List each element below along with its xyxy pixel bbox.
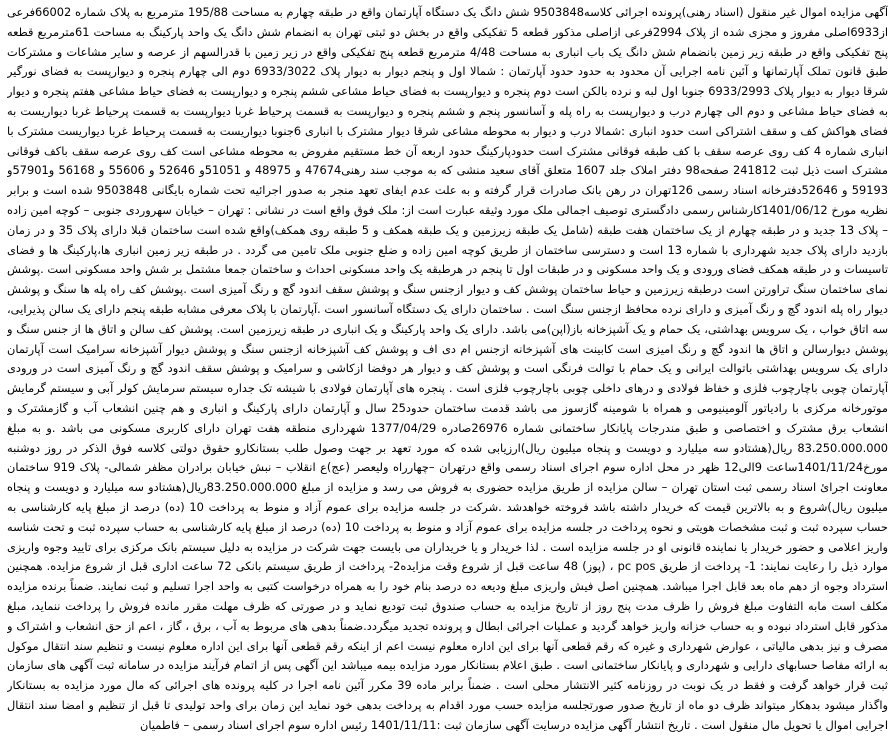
auction-notice-page [7, 3, 888, 747]
auction-notice-body: آگهی مزایده اموال غیر منقول (اسناد رهنی)پرونده اجرائی کلاسه9503848 شش دانگ یک دستگاه آپارتمان واقع در طبقه چهارم به مساحت 195/88 مترمربع به پلاک شماره 66002فرعی از6933اصلی مفروز و مجزی شده از پلاک 2994فرعی ازاصلی مذکور قطعه 5 تفکیکی واقع در بخش دو ثبتی تهران به انضمام شش دانگ یک واحد پارکینگ به مساحت 61مترمربع قطعه پنج تفکیکی واقع در طبقه زیر زمین بانضمام شش دانگ یک باب انباری به مساحت 4/48 مترمربع قطعه پنج تفکیکی واقع در زیر زمین با قدرالسهم از عرصه و سایر مشاعات و مشترکات طبق قانون تملک آپارتمانها و آئین نامه اجرایی آن محدود به حدود حدود آپارتمان : شمالا اول و پنجم دیوار به دیوار پلاک 6933/3022 دوم الی چهارم پنجره و دیوارپست به فضای نورگیر شرقا دیوار به دیوار پلاک 6933/2993 جنوبا اول لبه و نرده بالکن است دوم پنجره و دیوارپست به فضای حیاط مشاعی ششم پنجره و دیوارپست به فضای حیاط مشاعی هفتم پنجره و دیوار به فضای حیاط مشاعی و دوم الی چهارم درب و دیوارپست به راه پله و آسانسور پنجم و ششم پنجره و دیوارپست به قسمت پرحیاط غربا دیوارپست به قسمت پرحیاط غربا دیواریست به فضای هواکش کف و سقف اشتراکی است حدود انباری :شمالا درب و دیوار به محوطه مشاعی شرقا دیوار مشترک با انباری 6جنوبا دیواریست به قسمت پرحیاط غربا دیواریست مشترک با انباری شماره 4 کف روی عرصه سقف با کف طبقه فوقانی مشترک است حدودپارکینگ حدود اربعه آن خط مستقیم مفروض به محوطه مشاعی است کف روی عرصه سقف باکف فوقانی مشترک است ذیل ثبت 241812 صفحه98 دفتر املاک جلد 1607 متعلق آقای سعید منشی که به موجب سند رهنی47674 و 48975 و 51051و 52646 و 55606 و 56168 و57901و 59193 و 52646دفترخانه اسناد رسمی 126تهران در رهن بانک صادرات قرار گرفته و به علت عدم ایفای تعهد منجر به صدور اجرائیه تحت شماره بایگانی 9503848 شده است و برابر نظریه مورخ 1401/06/12کارشناس رسمی دادگستری توصیف اجمالی ملک مورد وثیقه عبارت است از: ملک فوق واقع است در نشانی : تهران – خیابان سهروردی جنوبی – کوچه امین زاده – پلاک 13 جدید و در طبقه چهارم از یک ساختمان هفت طبقه (شامل یک طبقه زیرزمین و یک طبقه همکف و 5 طبقه روی همکف)واقع شده است ساختمان قبلا دارای پلاک 35 و در زمان بازدید دارای پلاک جدید شهرداری با شماره 13 است و دسترسی ساختمان از طریق کوچه امین زاده و ضلع جنوبی ملک تامین می گردد . در طبقه زیر زمین انباری ها،پارکینگ ها و فضای تاسیسات و در طبقه همکف فضای ورودی و یک واحد مسکونی و در طبقات اول تا پنجم در هرطبقه یک واحد مسکونی احداث و ساختمان جمعا مشتمل بر شش واحد مسکونی است .پوشش نمای ساختمان سنگ تراورتن است درطبقه زیرزمین و حیاط ساختمان پوشش کف و دیوار ازجنس سنگ و پوشش سقف اندود گچ و رنگ آمیزی است .پوشش کف راه پله ها سنگ و پوشش دیوار راه پله اندود گچ و رنگ آمیزی و دارای نرده محافظ ازجنس سنگ است . ساختمان دارای یک دستگاه آسانسور است .آپارتمان با پلاک معرفی مشابه طبقه پنجم دارای یک سالن پذیرایی، سه اتاق خواب ، یک سرویس بهداشتی، یک حمام و یک آشپزخانه باز(اپن)می باشد. دارای یک واحد پارکینگ و یک انباری در طبقه زیرزمین است. پوشش کف سالن و اتاق ها از جنس سنگ و پوشش دیوارسالن و اتاق ها اندود گچ و رنگ امیزی است کابینت های آشپزخانه ازجنس ام دی اف و پوشش کف آشپزخانه ازجنس سنگ و پوشش دیوار آشپزخانه سرامیک است آپارتمان دارای یک سرویس بهداشتی باتوالت ایرانی و یک حمام با توالت فرنگی است و پوشش کف و دیوار هر دوفضا ازکاشی و سرامیک و پوشش سقف اندود گچ و رنگ آمیزی است در ورودی آپارتمان چوبی باچارچوب فلزی و خفاظ فولادی و درهای داخلی چوبی باچارچوب فلزی است . پنجره های آپارتمان فولادی با شیشه تک جداره سیستم سرمایش کولر آبی و سیستم گرمایش موتورخانه مرکزی با رادیاتور آلومینیومی و همراه با شومینه گازسوز می باشد قدمت ساختمان حدود25 سال و آپارتمان دارای پارکینگ و انباری و هم چنین انشعاب آب و گازمشترک و انشعاب برق مشترک و اختصاصی و طبق مندرجات پایانکار ساختمانی شماره 26976صادره 1377/04/29 شهرداری منطقه هفت تهران دارای کاربری مسکونی می باشد .و به مبلغ 83.250.000.000 ریال(هشتادو سه میلیارد و دویست و پنجاه میلیون ریال)ارزیابی شده که مورد تعهد بر جهت وصول طلب بستانکارو حقوق دولتی کلاسه فوق الذکر در روز دوشنبه مورخ1401/11/24ساعت 9الی12 ظهر در محل اداره سوم اجرای اسناد رسمی واقع درتهران –چهارراه ولیعصر (عج)ع انقلاب – نبش خیابان برادران مظفر شمالی- پلاک 919 ساختمان معاونت اجرائ اسناد رسمی ثبت استان تهران – سالن مزایده از طریق مزایده حضوری به فروش می رسد و مزایده از مبلغ 83.250.000.000ریال(هشتادو سه میلیارد و دویست و پنجاه میلیون ریال)شروع و به بالاترین قیمت که خریدار داشته باشد فروخته خواهدشد .شرکت در جلسه مزایده برای عموم آزاد و منوط به پرداخت 10 (ده) درصد از مبلغ پایه کارشناسی به حساب سپرده ثبت و ثبت مشخصات هویتی و نحوه پرداخت در جلسه مزایده برای عموم آزاد و منوط به پرداخت 10 (ده) درصد از مبلغ پایه کارشناسی به حساب سپرده ثبت و تحت شناسه واریز اعلامی و حضور خریدار یا نماینده قانونی او در جلسه مزایده است . لذا خریدار و یا خریداران می بایست جهت شرکت در مزایده به دلیل سیستم بانک مرکزی برای تایید وجوه واریزی موارد ذیل را رعایت نمایند: 1- پرداخت از طریق pc pos ، (پوز) 48 ساعت قبل از شروع وقت مزایده2- پرداخت از طریق سیستم بانکی 72 ساعت اداری قبل از شروع مزایده. همچنین استرداد وجوه از دهم ماه بعد قابل اجرا میباشد. همچنین اصل فیش واریزی مبلغ ودیعه ده درصد بنام خود را به همراه درخواست کتبی به واحد اجرا تسلیم و ثبت نمایند. ضمناً برنده مزایده مکلف است مابه التفاوت مبلغ فروش را ظرف مدت پنج روز از تاریخ مزایده به حساب صندوق ثبت تودیع نماید و در صورتی که ظرف مهلت مقرر مانده فروش را پرداخت ننماید، مبلغ مذکور قابل استرداد نبوده و به حساب خزانه واریز خواهد گردید و عملیات اجرائی ابطال و پرونده تجدید میگردد.ضمناً بدهی های مربوط به آب ، برق ، گاز ، اعم از حق انشعاب و اشتراک و مصرف و نیز بدهی مالیاتی ، عوارض شهرداری و غیره که رقم قطعی آنها برای این اداره معلوم نیست اعم از اینکه رقم قطعی آنها برای این اداره معلوم نیست و تنظیم سند انتقال موکول به ارائه مفاصا حسابهای دارایی و شهرداری و پایانکار ساختمانی است . طبق اعلام بستانکار مورد مزایده بیمه میباشد این آگهی پس از اتمام فرآیند مزایده در سامانه ثبت آگهی های سازمان ثبت قرار خواهد گرفت و فقط در یک نوبت در روزنامه کثیر الانتشار محلی است . ضمناً برابر ماده 39 مکرر آئین نامه اجرا در کلیه پرونده های اجرائی که مال مورد مزایده به بستانکار واگذار میشود بدهکار میتواند ظرف دو ماه از تاریخ صدور صورتجلسه مزایده حسب مورد اقدام به پرداخت بدهی خود نماید این زمان برای واحد تولیدی تا قبل از تنظیم و امضا سند انتقال اجرایی اموال یا تحویل مال منقول است . تاریخ انتشار آگهی مزایده درسایت آگهی سازمان ثبت :1401/11/11 رئیس اداره سوم اجرای اسناد رسمی – فاطمیان [7, 5, 888, 732]
